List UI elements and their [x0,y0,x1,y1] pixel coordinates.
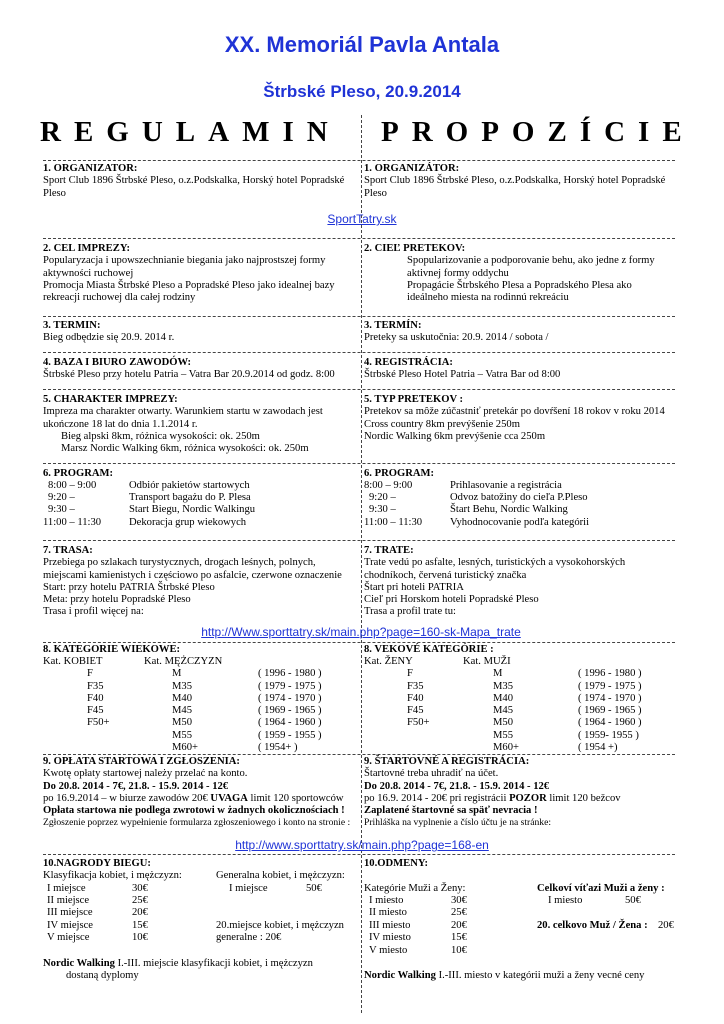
men-category: M50 [172,717,193,728]
men-category: M55 [493,730,514,741]
right-section-prizes [364,858,428,870]
left-section-base [43,357,335,382]
left-section-character [43,394,323,455]
text-line: Promocja Miasta Štrbské Pleso a Popradské Pleso jako idealnej bazy [43,279,335,291]
nordic-walking-label: Nordic Walking [43,958,115,969]
text-line: Preteky sa uskutočnia: 20.9. 2014 / sobota / [364,332,549,344]
prize-place: II miesto [369,907,407,918]
text-line: Štart pri hoteli PATRIA [364,581,464,593]
text-line: Meta: przy hotelu Popradské Pleso [43,594,191,606]
column-divider [361,115,362,1013]
men-category: M45 [172,705,193,716]
prize-20th-label: 20. celkovo Muž / Žena : [537,920,648,931]
text-line: Spopularizovanie a podporovanie behu, ako jedne z formy [407,255,655,267]
rule [43,352,675,353]
text-span: I.-III. miesto v kategórii muži a ženy vecné ceny [435,970,645,981]
fee-dates: Do 20.8. 2014 - 7€, 21.8. - 15.9. 2014 - 12€ [43,780,229,792]
text-line: aktivnej formy oddychu [407,267,509,279]
nordic-walking-label: Nordic Walking [364,970,436,981]
birth-years: ( 1959- 1955 ) [578,730,639,741]
section-heading: 8. VEKOVÉ KATEGÓRIE : [364,644,494,655]
left-section-categories [43,644,180,656]
text-line: Štrbské Pleso Hotel Patria – Vatra Bar od 8:00 [364,369,561,381]
section-heading: 6. PROGRAM: [364,468,435,479]
prize-place: II miejsce [47,895,90,906]
prize-general-amount: 50€ [306,883,322,894]
section-heading: 4. REGISTRÁCIA: [364,357,453,368]
text-line: ideálneho miesta na rodinnú rekreáciu [407,292,569,304]
section-heading: 8. KATEGORIE WIEKOWE: [43,644,181,655]
section-heading: 7. TRASA: [43,545,93,556]
prize-general-label: Celkoví víťazi Muži a ženy : [537,883,665,894]
fee-dates: Do 20.8. 2014 - 7€, 21.8. - 15.9. 2014 - 12€ [364,780,550,792]
prize-general-place: I miesto [548,895,583,906]
men-category: M45 [493,705,514,716]
men-category-header: Kat. MĘŻCZYZN [144,656,223,667]
right-section-program [364,468,434,480]
women-category: F [87,668,93,679]
section-heading: 6. PROGRAM: [43,468,114,479]
right-section-fee [364,756,621,830]
rule [43,642,675,643]
program-desc: Odvoz batožiny do cieľa P.Pleso [450,492,588,503]
text-line: Sport Club 1896 Štrbské Pleso, o.z.Podskalka, Horský hotel Popradské [43,175,345,187]
text-span: I.-III. miejscie klasyfikacji kobiet, i mężczyzn [114,958,313,969]
right-section-type [364,394,665,443]
program-desc: Vyhodnocovanie podľa kategórii [450,517,590,528]
text-line: Pleso [43,187,66,199]
prize-place: I miesto [369,895,404,906]
program-time: 11:00 – 11:30 [43,517,102,528]
prize-20th-line: 20.miejsce kobiet, i mężczyzn [216,920,344,931]
women-category: F50+ [87,717,110,728]
text-line: Popularyzacja i upowszechnianie biegania jako najprostszej formy [43,255,326,267]
prize-amount: 10€ [451,945,467,956]
text-line: Sport Club 1896 Štrbské Pleso, o.z.Podskalka, Horský hotel Popradské [364,175,666,187]
prize-place: IV miesto [369,932,411,943]
event-location-date: Štrbské Pleso, 20.9.2014 [263,82,461,101]
men-category: M35 [172,681,193,692]
men-category: M40 [172,693,193,704]
text-span: limit 120 sportowców [247,792,344,804]
text-line: Zgłoszenie poprzez wypełnienie formularza zgłoszeniowego i konto na stronie : [43,817,351,829]
prize-amount: 25€ [451,907,467,918]
women-category: F35 [407,681,424,692]
text-line: chodníkoch, červená turistický značka [364,569,527,581]
women-category: F40 [87,693,104,704]
prize-place: V miejsce [47,932,90,943]
right-section-registration [364,357,560,382]
text-line: rekreacji ruchowej dla całej rodziny [43,292,196,304]
regulamin-heading: REGULAMIN [40,116,341,148]
men-category: M50 [493,717,514,728]
birth-years: ( 1954+ ) [258,742,298,753]
left-section-program [43,468,113,480]
prize-place: III miejsce [47,907,93,918]
section-heading: 9. ŠTARTOVNÉ A REGISTRÁCIA: [364,756,530,767]
program-desc: Štart Behu, Nordic Walking [450,504,568,515]
women-category-header: Kat. ŽENY [364,656,413,667]
section-heading: 2. CIEĽ PRETEKOV: [364,243,466,254]
text-line: Pleso [364,187,387,199]
text-span: limit 120 bežcov [546,792,621,804]
left-section-goal [43,243,335,304]
left-section-term [43,320,174,345]
text-line: dostaną dyplomy [66,970,139,981]
sporttatry-link[interactable]: SportTatry.sk [327,212,397,226]
program-time: 9:20 – [48,492,75,503]
no-refund-note: Opłata startowa nie podlega zwrotowi w żadnych okolicznościach ! [43,805,345,817]
text-line: Bieg odbędzie się 20.9. 2014 r. [43,332,175,344]
program-desc: Transport bagażu do P. Plesa [129,492,251,503]
text-line: Start: przy hotelu PATRIA Štrbské Pleso [43,581,215,593]
program-desc: Dekoracja grup wiekowych [129,517,247,528]
section-heading: 10.NAGRODY BIEGU: [43,858,151,869]
left-section-route [43,545,342,619]
birth-years: ( 1979 - 1975 ) [258,681,322,692]
text-line: Štartovné treba uhradiť na účet. [364,768,499,780]
text-line: Trasa a profil trate tu: [364,606,456,618]
text-line: Kwotę opłaty startowej należy przelać na konto. [43,768,248,780]
birth-years: ( 1979 - 1975 ) [578,681,642,692]
prize-general-place: I miejsce [229,883,268,894]
men-category: M60+ [493,742,519,753]
right-section-route [364,545,625,619]
prize-amount: 15€ [451,932,467,943]
section-heading: 5. TYP PRETEKOV : [364,394,464,405]
no-refund-note: Zaplatené štartovné sa späť nevracia ! [364,805,538,817]
prize-class-label: Kategórie Muži a Ženy: [364,883,466,894]
text-line: Prihláška na vyplnenie a číslo účtu je na stránke: [364,817,552,829]
registration-link[interactable]: http://www.sporttatry.sk/main.php?page=168-en [235,838,489,852]
prize-amount: 10€ [132,932,148,943]
prize-general-amount: 50€ [625,895,641,906]
text-line: Propagácie Štrbského Plesa a Popradského Plesa ako [407,279,632,291]
section-heading: 3. TERMIN: [43,320,101,331]
men-category: M [172,668,182,679]
program-time: 9:30 – [48,504,75,515]
right-section-categories [364,644,494,656]
men-category: M35 [493,681,514,692]
text-line: Nordic Walking 6km prevýšenie cca 250m [364,430,546,442]
birth-years: ( 1996 - 1980 ) [258,668,322,679]
women-category: F45 [407,705,424,716]
text-line: miejscami kamienistych i częściowo po asfalcie, czerwone oznaczenie [43,569,342,581]
section-heading: 5. CHARAKTER IMPREZY: [43,394,178,405]
text-line: Impreza ma charakter otwarty. Warunkiem startu w zawodach jest [43,406,323,418]
section-heading: 10.ODMENY: [364,858,429,869]
birth-years: ( 1954 +) [578,742,618,753]
rule [43,238,675,239]
prize-amount: 30€ [132,883,148,894]
section-heading: 3. TERMÍN: [364,320,422,331]
text-line [364,793,621,805]
rule [43,540,675,541]
prize-amount: 20€ [132,907,148,918]
women-category: F [407,668,413,679]
section-heading: 2. CEL IMPREZY: [43,243,131,254]
attention-label: UVAGA [210,792,248,804]
section-heading: 1. ORGANIZATOR: [43,163,138,174]
text-line: Cieľ pri Horskom hoteli Popradské Pleso [364,594,539,606]
text-line: Cross country 8km prevýšenie 250m [364,418,520,430]
women-category: F40 [407,693,424,704]
text-line: Przebiega po szlakach turystycznych, drogach leśnych, polnych, [43,557,316,569]
section-heading: 9. OPŁATA STARTOWA I ZGŁOSZENIA: [43,756,240,767]
women-category: F35 [87,681,104,692]
event-title: XX. Memoriál Pavla Antala [224,32,500,57]
rule [43,160,675,161]
right-section-term [364,320,549,345]
birth-years: ( 1969 - 1965 ) [578,705,642,716]
section-heading: 7. TRATE: [364,545,414,556]
prize-amount: 15€ [132,920,148,931]
propozicie-heading: PROPOZÍCIE [381,116,695,148]
prize-place: V miesto [369,945,408,956]
men-category: M40 [493,693,514,704]
text-line: Trasa i profil więcej na: [43,606,144,618]
prize-general-label: Generalna kobiet, i mężczyzn: [216,870,345,881]
prize-20th-amount: 20€ [658,920,674,931]
text-line: ukończone 18 lat do dnia 1.1.2014 r. [43,418,198,430]
right-section-goal [364,243,655,304]
prize-place: III miesto [369,920,411,931]
prize-place: I miejsce [47,883,86,894]
women-category: F45 [87,705,104,716]
men-category: M [493,668,503,679]
birth-years: ( 1959 - 1955 ) [258,730,322,741]
program-time: 9:20 – [369,492,396,503]
nordic-walking-line [364,970,644,982]
prize-class-label: Klasyfikacja kobiet, i mężczyzn: [43,870,182,881]
prize-amount: 25€ [132,895,148,906]
rule [43,316,675,317]
program-time: 9:30 – [369,504,396,515]
program-desc: Odbiór pakietów startowych [129,480,250,491]
left-section-organizer [43,163,344,200]
text-line: Štrbské Pleso przy hotelu Patria – Vatra Bar 20.9.2014 od godz. 8:00 [43,369,335,381]
men-category-header: Kat. MUŽI [463,656,511,667]
text-span: po 16.9.2014 – w biurze zawodów 20€ [43,792,211,804]
men-category: M55 [172,730,193,741]
program-time: 8:00 – 9:00 [48,480,97,491]
program-time: 11:00 – 11:30 [364,517,423,528]
route-map-link[interactable]: http://Www.sporttatry.sk/main.php?page=160-sk-Mapa_trate [201,625,521,639]
prize-amount: 20€ [451,920,467,931]
text-line: Bieg alpski 8km, różnica wysokości: ok. 250m [61,430,260,442]
rule [43,389,675,390]
women-category-header: Kat. KOBIET [43,656,103,667]
prize-amount: 30€ [451,895,467,906]
rule [43,463,675,464]
birth-years: ( 1964 - 1960 ) [258,717,322,728]
nordic-walking-line [43,958,313,970]
section-heading: 1. ORGANIZÁTOR: [364,163,460,174]
women-category: F50+ [407,717,430,728]
section-heading: 4. BAZA I BIURO ZAWODÓW: [43,357,192,368]
rule [43,854,675,855]
text-line: Trate vedú po asfalte, lesných, turistických a vysokohorských [364,557,626,569]
text-line: Marsz Nordic Walking 6km, różnica wysokości: ok. 250m [61,443,309,455]
birth-years: ( 1969 - 1965 ) [258,705,322,716]
left-section-fee [43,756,350,830]
birth-years: ( 1964 - 1960 ) [578,717,642,728]
program-desc: Start Biegu, Nordic Walkingu [129,504,256,515]
birth-years: ( 1974 - 1970 ) [258,693,322,704]
prize-place: IV miejsce [47,920,93,931]
left-section-prizes [43,858,151,870]
right-section-organizer [364,163,665,200]
text-line: Pretekov sa môže zúčastniť pretekár po dovŕšení 18 rokov v roku 2014 [364,406,665,418]
text-line [43,793,350,805]
birth-years: ( 1974 - 1970 ) [578,693,642,704]
program-time: 8:00 – 9:00 [364,480,413,491]
program-desc: Prihlasovanie a registrácia [450,480,562,491]
text-line: aktywności ruchowej [43,267,134,279]
attention-label: POZOR [509,792,547,804]
men-category: M60+ [172,742,198,753]
birth-years: ( 1996 - 1980 ) [578,668,642,679]
text-span: po 16.9. 2014 - 20€ pri registrácii [364,792,510,804]
prize-20th-line: generalne : 20€ [216,932,282,943]
